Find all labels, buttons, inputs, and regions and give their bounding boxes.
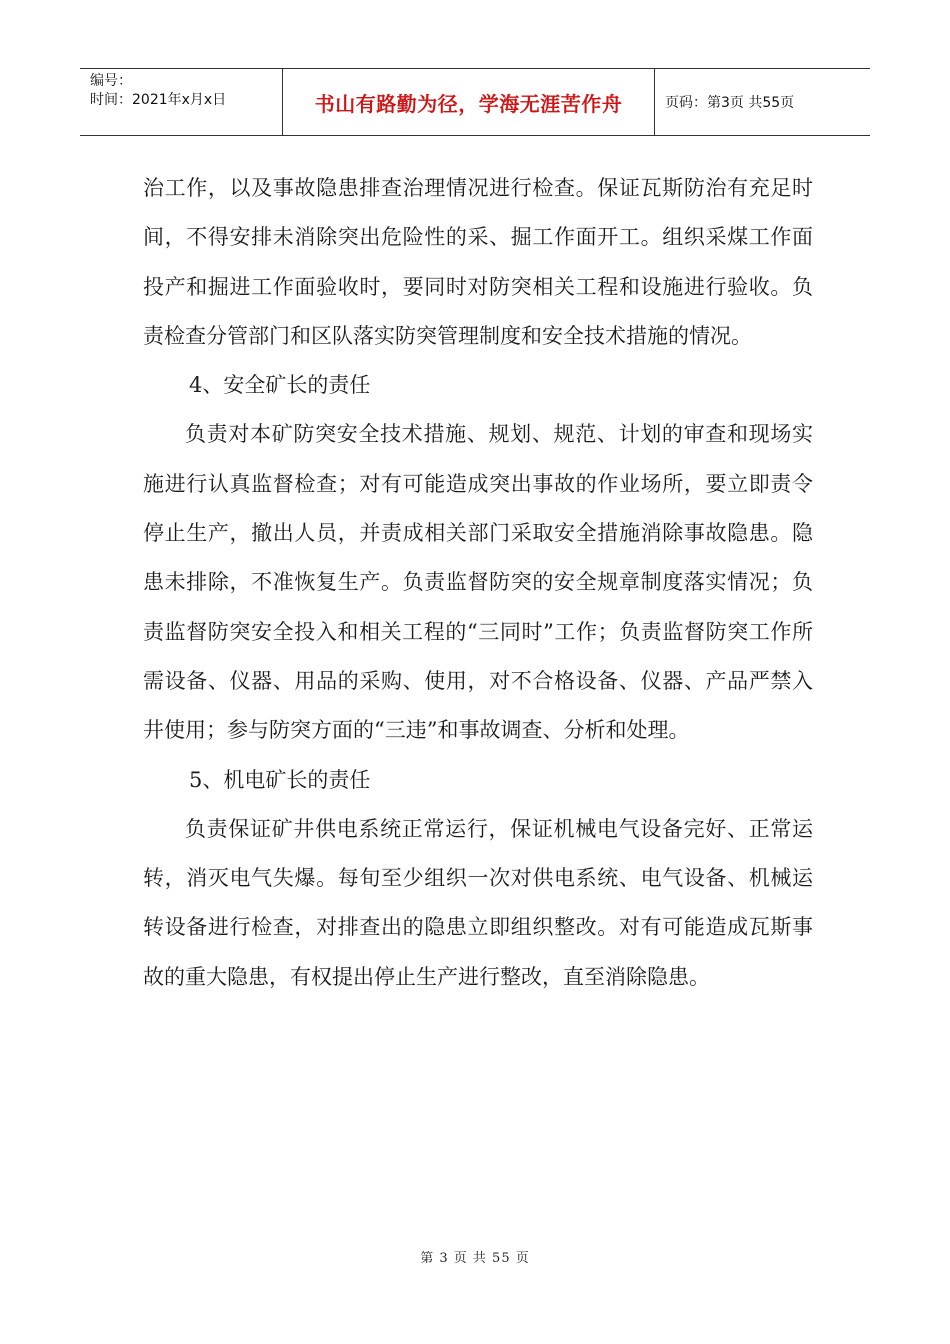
section-heading-5: 5、机电矿长的责任 bbox=[189, 767, 371, 792]
header-motto: 书山有路勤为径，学海无涯苦作舟 bbox=[314, 91, 623, 116]
header-motto-cell bbox=[283, 69, 655, 135]
document-body bbox=[143, 164, 813, 1002]
footer-page-number: 第 3 页 共 55 页 bbox=[420, 1251, 530, 1266]
header-page-number: 页码：第3页 共55页 bbox=[665, 95, 795, 111]
document-header bbox=[80, 68, 870, 136]
body-paragraph: 负责对本矿防突安全技术措施、规划、规范、计划的审查和现场实施进行认真监督检查；对有可能造成突出事故的作业场所，要立即责令停止生产，撤出人员，并责成相关部门采取安全措施消除事故隐患。隐患未排除，不准恢复生产。负责监督防突的安全规章制度落实情况；负责监督防突安全投入和相关工程的“三同时”工作；负责监督防突工作所需设备、仪器、用品的采购、使用，对不合格设备、仪器、产品严禁入井使用；参与防突方面的“三违”和事故调查、分析和处理。 bbox=[143, 422, 813, 743]
body-paragraph: 治工作，以及事故隐患排查治理情况进行检查。保证瓦斯防治有充足时间，不得安排未消除突出危险性的采、掘工作面开工。组织采煤工作面投产和掘进工作面验收时，要同时对防突相关工程和设施进行验收。负责检查分管部门和区队落实防突管理制度和安全技术措施的情况。 bbox=[143, 176, 813, 348]
body-paragraph: 负责保证矿井供电系统正常运行，保证机械电气设备完好、正常运转，消灭电气失爆。每旬至少组织一次对供电系统、电气设备、机械运转设备进行检查，对排查出的隐患立即组织整改。对有可能造成瓦斯事故的重大隐患，有权提出停止生产进行整改，直至消除隐患。 bbox=[143, 816, 813, 989]
page-footer bbox=[0, 1247, 950, 1266]
header-page-cell bbox=[655, 69, 870, 135]
header-meta-cell bbox=[80, 69, 283, 135]
document-date-label: 时间：2021年x月x日 bbox=[90, 92, 227, 108]
section-heading-4: 4、安全矿长的责任 bbox=[189, 373, 371, 398]
document-number-label: 编号： bbox=[90, 73, 132, 89]
